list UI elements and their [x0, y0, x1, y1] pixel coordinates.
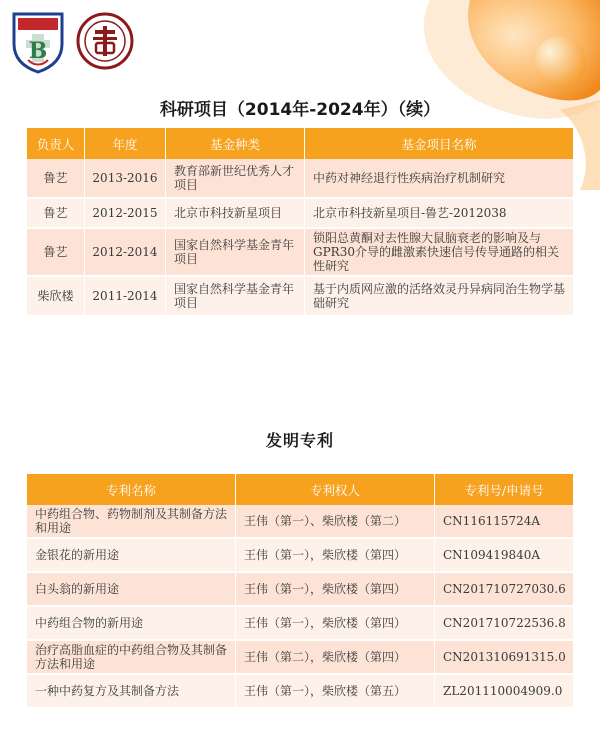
cell-patent-number: CN201310691315.0: [435, 641, 573, 675]
cell-patentee: 王伟（第二），柴欣楼（第四）: [236, 641, 435, 675]
table-row: [27, 199, 573, 229]
cell-patent-number: CN201710727030.6: [435, 573, 573, 607]
cell-fund-type: 教育部新世纪优秀人才项目: [166, 159, 305, 199]
research-projects-table: [27, 128, 573, 317]
table-row: [27, 277, 573, 317]
cell-leader: 鲁艺: [27, 199, 85, 229]
cell-project-name: 锁阳总黄酮对去性腺大鼠脑衰老的影响及与GPR30介导的雌激素快速信号传导通路的相关性研究: [305, 229, 573, 277]
cell-leader: 鲁艺: [27, 229, 85, 277]
cell-patent-number: CN201710722536.8: [435, 607, 573, 641]
table-row: [27, 675, 573, 709]
table-row: [27, 539, 573, 573]
cell-patentee: 王伟（第一）、柴欣楼（第二）: [236, 505, 435, 539]
column-header-patent-name: 专利名称: [27, 474, 236, 505]
cell-patentee: 王伟（第一），柴欣楼（第四）: [236, 573, 435, 607]
table-header-row: [27, 128, 573, 159]
column-header-fund-type: 基金种类: [166, 128, 305, 159]
cell-patent-number: CN109419840A: [435, 539, 573, 573]
cell-year: 2013-2016: [85, 159, 166, 199]
cell-leader: 柴欣楼: [27, 277, 85, 317]
cell-patent-name: 中药组合物的新用途: [27, 607, 236, 641]
cell-patent-name: 中药组合物、药物制剂及其制备方法和用途: [27, 505, 236, 539]
table-row: [27, 229, 573, 277]
cell-year: 2012-2015: [85, 199, 166, 229]
svg-text:B: B: [28, 38, 48, 64]
cell-year: 2012-2014: [85, 229, 166, 277]
table-row: [27, 159, 573, 199]
column-header-patent-number: 专利号/申请号: [435, 474, 573, 505]
cell-patentee: 王伟（第一），柴欣楼（第五）: [236, 675, 435, 709]
table-row: [27, 607, 573, 641]
round-seal-logo: [76, 12, 134, 70]
cell-project-name: 北京市科技新星项目-鲁艺-2012038: [305, 199, 573, 229]
cell-patent-number: ZL201110004909.0: [435, 675, 573, 709]
cell-leader: 鲁艺: [27, 159, 85, 199]
cell-project-name: 基于内质网应激的活络效灵丹异病同治生物学基础研究: [305, 277, 573, 317]
research-section-title: 科研项目（2014年-2024年）（续）: [159, 100, 441, 120]
column-header-leader: 负责人: [27, 128, 85, 159]
column-header-project-name: 基金项目名称: [305, 128, 573, 159]
cell-patent-name: 治疗高脂血症的中药组合物及其制备方法和用途: [27, 641, 236, 675]
university-shield-logo: [10, 10, 66, 74]
table-row: [27, 505, 573, 539]
cell-fund-type: 国家自然科学基金青年项目: [166, 229, 305, 277]
cell-project-name: 中药对神经退行性疾病治疗机制研究: [305, 159, 573, 199]
cell-patent-name: 白头翁的新用途: [27, 573, 236, 607]
cell-patentee: 王伟（第一），柴欣楼（第四）: [236, 539, 435, 573]
column-header-patentee: 专利权人: [236, 474, 435, 505]
cell-fund-type: 国家自然科学基金青年项目: [166, 277, 305, 317]
cell-patent-name: 金银花的新用途: [27, 539, 236, 573]
column-header-year: 年度: [85, 128, 166, 159]
table-row: [27, 573, 573, 607]
cell-patentee: 王伟（第一），柴欣楼（第四）: [236, 607, 435, 641]
patents-section-title: 发明专利: [265, 431, 334, 450]
table-header-row: [27, 474, 573, 505]
cell-patent-name: 一种中药复方及其制备方法: [27, 675, 236, 709]
patents-table: [27, 474, 573, 709]
cell-patent-number: CN116115724A: [435, 505, 573, 539]
cell-year: 2011-2014: [85, 277, 166, 317]
cell-fund-type: 北京市科技新星项目: [166, 199, 305, 229]
table-row: [27, 641, 573, 675]
